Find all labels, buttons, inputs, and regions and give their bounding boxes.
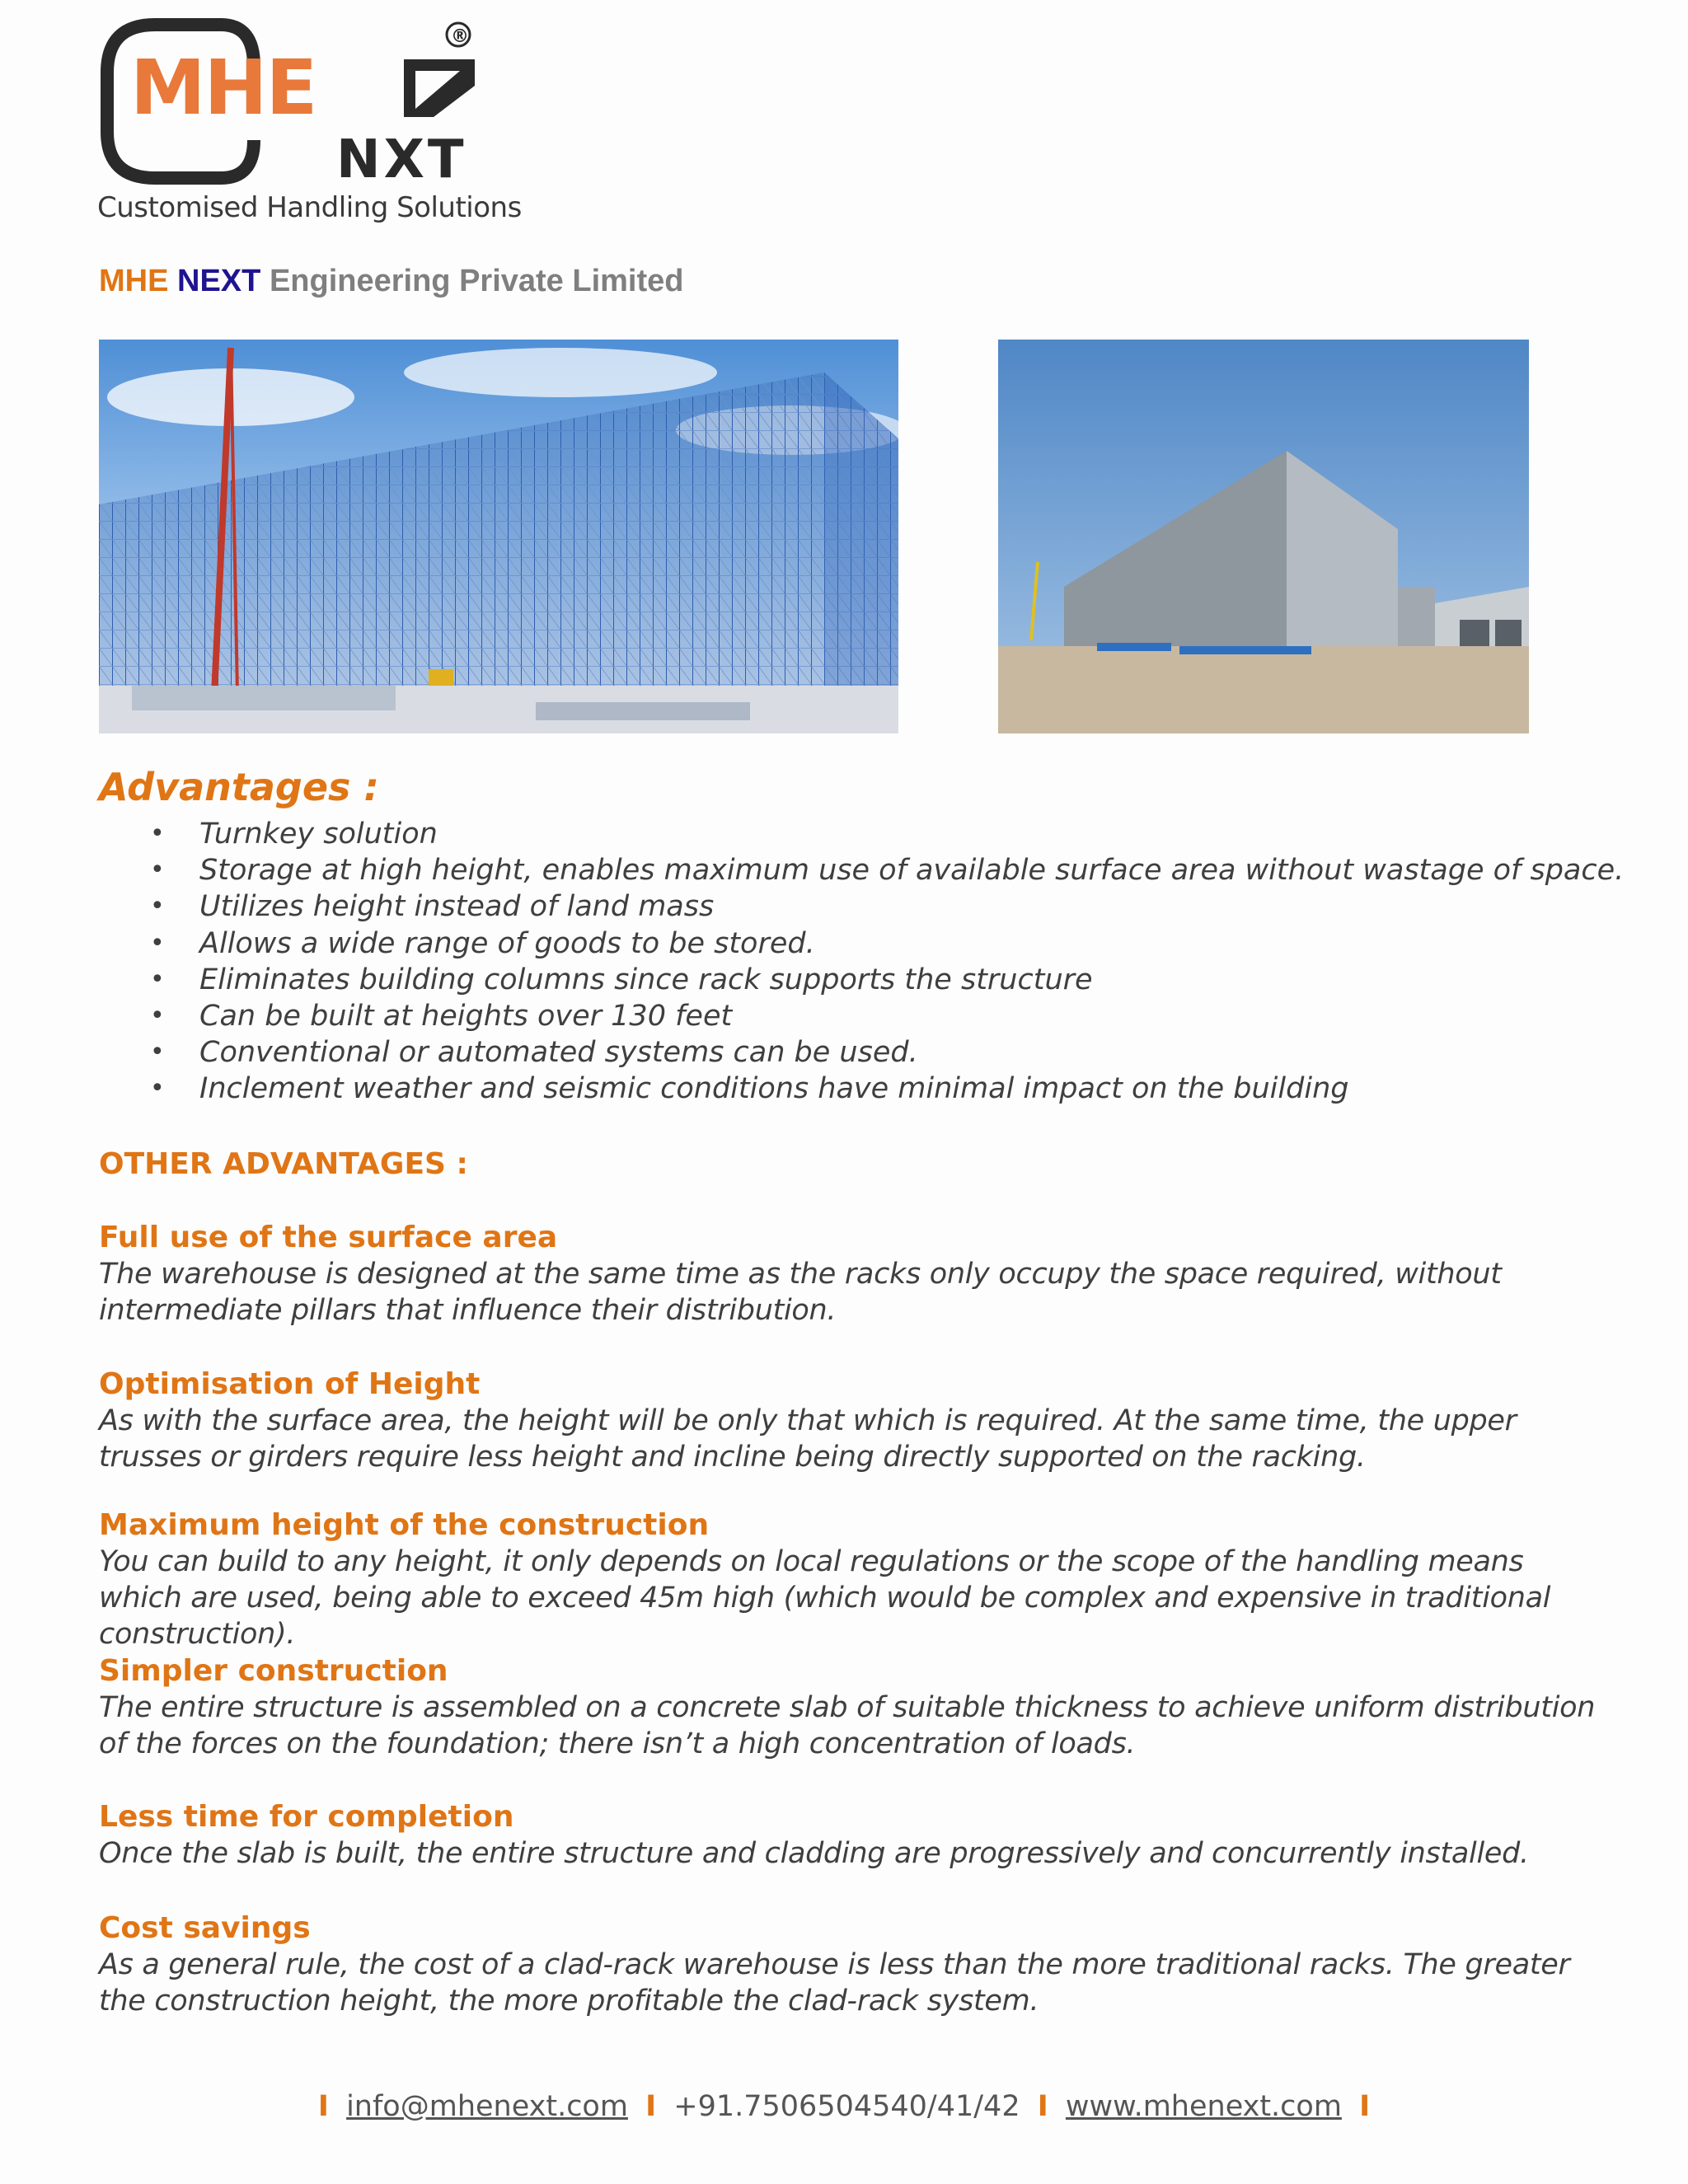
bullet-icon: • bbox=[150, 1074, 165, 1104]
bullet-icon: • bbox=[150, 1001, 165, 1030]
separator: I bbox=[317, 2090, 329, 2123]
section-surface-area bbox=[99, 1220, 1599, 1329]
bullet-icon: • bbox=[150, 928, 165, 958]
company-logo bbox=[97, 16, 522, 231]
svg-text:®: ® bbox=[451, 26, 469, 47]
section-title: Maximum height of the construction bbox=[99, 1508, 710, 1542]
separator: I bbox=[1037, 2090, 1048, 2123]
separator: I bbox=[645, 2090, 657, 2123]
company-name bbox=[99, 264, 684, 299]
bullet-icon: • bbox=[150, 855, 165, 885]
section-title: Cost savings bbox=[99, 1911, 311, 1945]
section-body: As a general rule, the cost of a clad-rack warehouse is less than the more traditional racks. The greater the construction height, the more profitable the clad-rack system. bbox=[99, 1948, 1570, 2018]
section-title: Less time for completion bbox=[99, 1800, 514, 1834]
svg-text:NXT: NXT bbox=[336, 129, 467, 190]
section-body: As with the surface area, the height will be only that which is required. At the same time, the upper trusses or girders require less height and incline being directly supported on the racking. bbox=[99, 1404, 1517, 1474]
contact-footer bbox=[0, 2090, 1688, 2123]
section-title: Full use of the surface area bbox=[99, 1221, 558, 1254]
advantages-heading: Advantages : bbox=[99, 765, 379, 809]
section-maximum-height bbox=[99, 1507, 1599, 1652]
section-optimisation-height bbox=[99, 1366, 1599, 1475]
bullet-icon: • bbox=[150, 892, 165, 921]
company-name-rest: Engineering Private Limited bbox=[269, 264, 684, 298]
company-name-next: NEXT bbox=[177, 264, 261, 298]
section-less-time bbox=[99, 1799, 1599, 1872]
website-link[interactable]: www.mhenext.com bbox=[1065, 2090, 1342, 2123]
section-cost-savings bbox=[99, 1910, 1599, 2019]
document-page: MHE ® NXT Customised Handling Solutions MHE NEXT Engineering Private Limited Advantages : • Turnkey solution • Storage at high height, enables maximum use of available surface area without wastage of space. • Utilizes height instead of land mass • Allows a wide range of goods to be stored. • Eliminates building columns since rack supports the structure • Can be built at heights over 130 feet • Conventional or automated systems can be used. • Inclement weather and seismic conditions have minimal impact on the building OTHER ADVANTAGES : Full use of the surface area The warehouse is designed at the same time as the racks only occupy the space required, without intermediate pillars that influence their distribution. Optimisation of Height As with the surface area, the height will be only that which is required. At the same time, the upper trusses or girders require less height and incline being directly supported on the racking. Maximum height of the construction You can build to any height, it only depends on local regulations or the scope of the handling means which are used, being able to exceed 45m high (which would be complex and expensive in traditional construction). Simpler construction The entire structure is assembled on a concrete slab of suitable thickness to achieve uniform distribution of the forces on the foundation; there isn’t a high concentration of loads. Less time for completion Once the slab is built, the entire structure and cladding are progressively and concurrently installed. Cost savings As a general rule, the cost of a clad-rack warehouse is less than the more traditional racks. The greater the construction height, the more profitable the clad-rack system. I info@mhenext.com I +91.7506504540/41/42 I www.mhenext.com I bbox=[0, 0, 1688, 2184]
section-title: Simpler construction bbox=[99, 1654, 448, 1688]
separator: I bbox=[1359, 2090, 1371, 2123]
other-advantages-heading: OTHER ADVANTAGES : bbox=[99, 1147, 468, 1181]
phone-number: +91.7506504540/41/42 bbox=[673, 2090, 1020, 2123]
section-title: Optimisation of Height bbox=[99, 1367, 481, 1401]
svg-text:MHE: MHE bbox=[130, 44, 316, 132]
section-body: Once the slab is built, the entire structure and cladding are progressively and concurrently installed. bbox=[99, 1837, 1529, 1870]
logo-mark-icon bbox=[97, 16, 493, 190]
company-name-mhe: MHE bbox=[99, 264, 169, 298]
bullet-icon: • bbox=[150, 819, 165, 848]
clad-rack-building-photo bbox=[998, 340, 1529, 733]
section-simpler-construction bbox=[99, 1653, 1599, 1762]
email-link[interactable]: info@mhenext.com bbox=[346, 2090, 628, 2123]
section-body: The entire structure is assembled on a concrete slab of suitable thickness to achieve uniform distribution of the forces on the foundation; there isn’t a high concentration of loads. bbox=[99, 1691, 1596, 1760]
section-body: The warehouse is designed at the same time as the racks only occupy the space required, without intermediate pillars that influence their distribution. bbox=[99, 1258, 1502, 1327]
bullet-icon: • bbox=[150, 1038, 165, 1067]
logo-tagline: Customised Handling Solutions bbox=[97, 191, 522, 224]
rack-structure-photo bbox=[99, 340, 898, 733]
section-body: You can build to any height, it only depends on local regulations or the scope of the handling means which are used, being able to exceed 45m high (which would be complex and expensive in traditional construction). bbox=[99, 1545, 1551, 1651]
bullet-icon: • bbox=[150, 964, 165, 994]
